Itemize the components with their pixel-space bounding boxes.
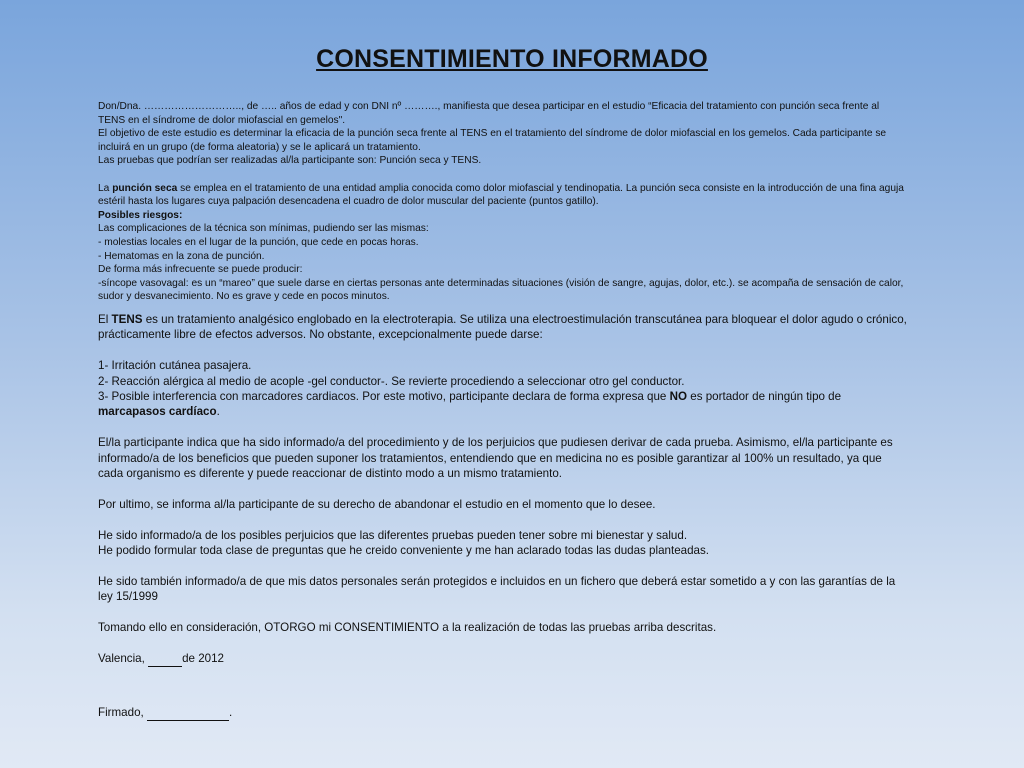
document-title: CONSENTIMIENTO INFORMADO xyxy=(316,45,708,73)
small-text-section xyxy=(98,100,908,304)
tens-term: TENS xyxy=(111,312,143,326)
risk-line: Las complicaciones de la técnica son mínimas, pudiendo ser las mismas: xyxy=(98,223,429,235)
informed-paragraph: He sido informado/a de los posibles perjuicios que las diferentes pruebas pueden tener sobre mi bienestar y salud. xyxy=(98,528,688,542)
signature-line: Firmado, . xyxy=(98,705,908,721)
risk-line: - Hematomas en la zona de punción. xyxy=(98,250,265,262)
risk-line: -síncope vasovagal: es un “mareo” que suele darse en ciertas personas ante determinadas situaciones (visión de sangre, agujas, dolor, etc.). se acompaña de sensación de calor, sudor y desvanecimiento. No es grave y cede en pocos minutos. xyxy=(98,277,904,303)
date-blank[interactable] xyxy=(148,651,182,667)
date-line: Valencia, de 2012 xyxy=(98,651,908,667)
risk-line: De forma más infrecuente se puede producir: xyxy=(98,264,303,276)
document-body xyxy=(98,100,908,721)
questions-paragraph: He podido formular toda clase de preguntas que he creido conveniente y me han aclarado todas las dudas planteadas. xyxy=(98,543,710,557)
intro-paragraph: Don/Dna. ……………………….., de ….. años de edad y con DNI nº ………., manifiesta que desea participar en el estudio “Eficacia del tratamiento con punción seca frente al TENS en el síndrome de dolor miofascial en gemelos". xyxy=(98,101,880,126)
tens-item: 3- Posible interferencia con marcadores cardiacos. Por este motivo, participante declara de forma expresa que NO es portador de ningún tipo de marcapasos cardíaco. xyxy=(98,389,842,419)
tens-item: 1- Irritación cutánea pasajera. xyxy=(98,359,252,373)
large-text-section xyxy=(98,312,908,721)
signature-blank[interactable] xyxy=(147,705,229,721)
withdraw-paragraph: Por ultimo, se informa al/la participante de su derecho de abandonar el estudio en el momento que lo desee. xyxy=(98,497,656,511)
data-protection-paragraph: He sido también informado/a de que mis datos personales serán protegidos e incluidos en un fichero que deberá estar sometido a y con las garantías de la ley 15/1999 xyxy=(98,574,896,604)
tests-paragraph: Las pruebas que podrían ser realizadas al/la participante son: Punción seca y TENS. xyxy=(98,155,482,167)
risk-line: - molestias locales en el lugar de la punción, que cede en pocas horas. xyxy=(98,236,419,248)
tens-item: 2- Reacción alérgica al medio de acople -gel conductor-. Se revierte procediendo a seleccionar otro gel conductor. xyxy=(98,374,685,388)
tens-paragraph: El TENS es un tratamiento analgésico englobado en la electroterapia. Se utiliza una electroestimulación transcutánea para bloquear el dolor agudo o crónico, prácticamente libre de efectos adversos. No obstante, excepcionalmente puede darse: xyxy=(98,312,907,342)
puncion-paragraph: La punción seca se emplea en el tratamiento de una entidad amplia conocida como dolor miofascial y tendinopatia. La punción seca consiste en la introducción de una fina aguja estéril hasta los lugares cuya palpación desencadena el cuadro de dolor muscular del paciente (puntos gatillo). xyxy=(98,182,904,208)
risks-heading: Posibles riesgos: xyxy=(98,209,183,221)
consent-paragraph: Tomando ello en consideración, OTORGO mi CONSENTIMIENTO a la realización de todas las pruebas arriba descritas. xyxy=(98,620,717,634)
benefits-paragraph: El/la participante indica que ha sido informado/a del procedimiento y de los perjuicios que pudiesen derivar de cada prueba. Asimismo, el/la participante es informado/a de los beneficios que pueden suponer los tratamientos, entendiendo que en medicina no es posible garantizar al 100% un resultado, ya que cada organismo es diferente y puede reaccionar de distinto modo a un mismo tratamiento. xyxy=(98,436,893,480)
objective-paragraph: El objetivo de este estudio es determinar la eficacia de la punción seca frente al TENS en el tratamiento del síndrome de dolor miofascial en los gemelos. Cada participante se incluirá en un grupo (de forma aleatoria) y se le aplicará un tratamiento. xyxy=(98,128,887,153)
puncion-term: punción seca xyxy=(112,182,178,194)
